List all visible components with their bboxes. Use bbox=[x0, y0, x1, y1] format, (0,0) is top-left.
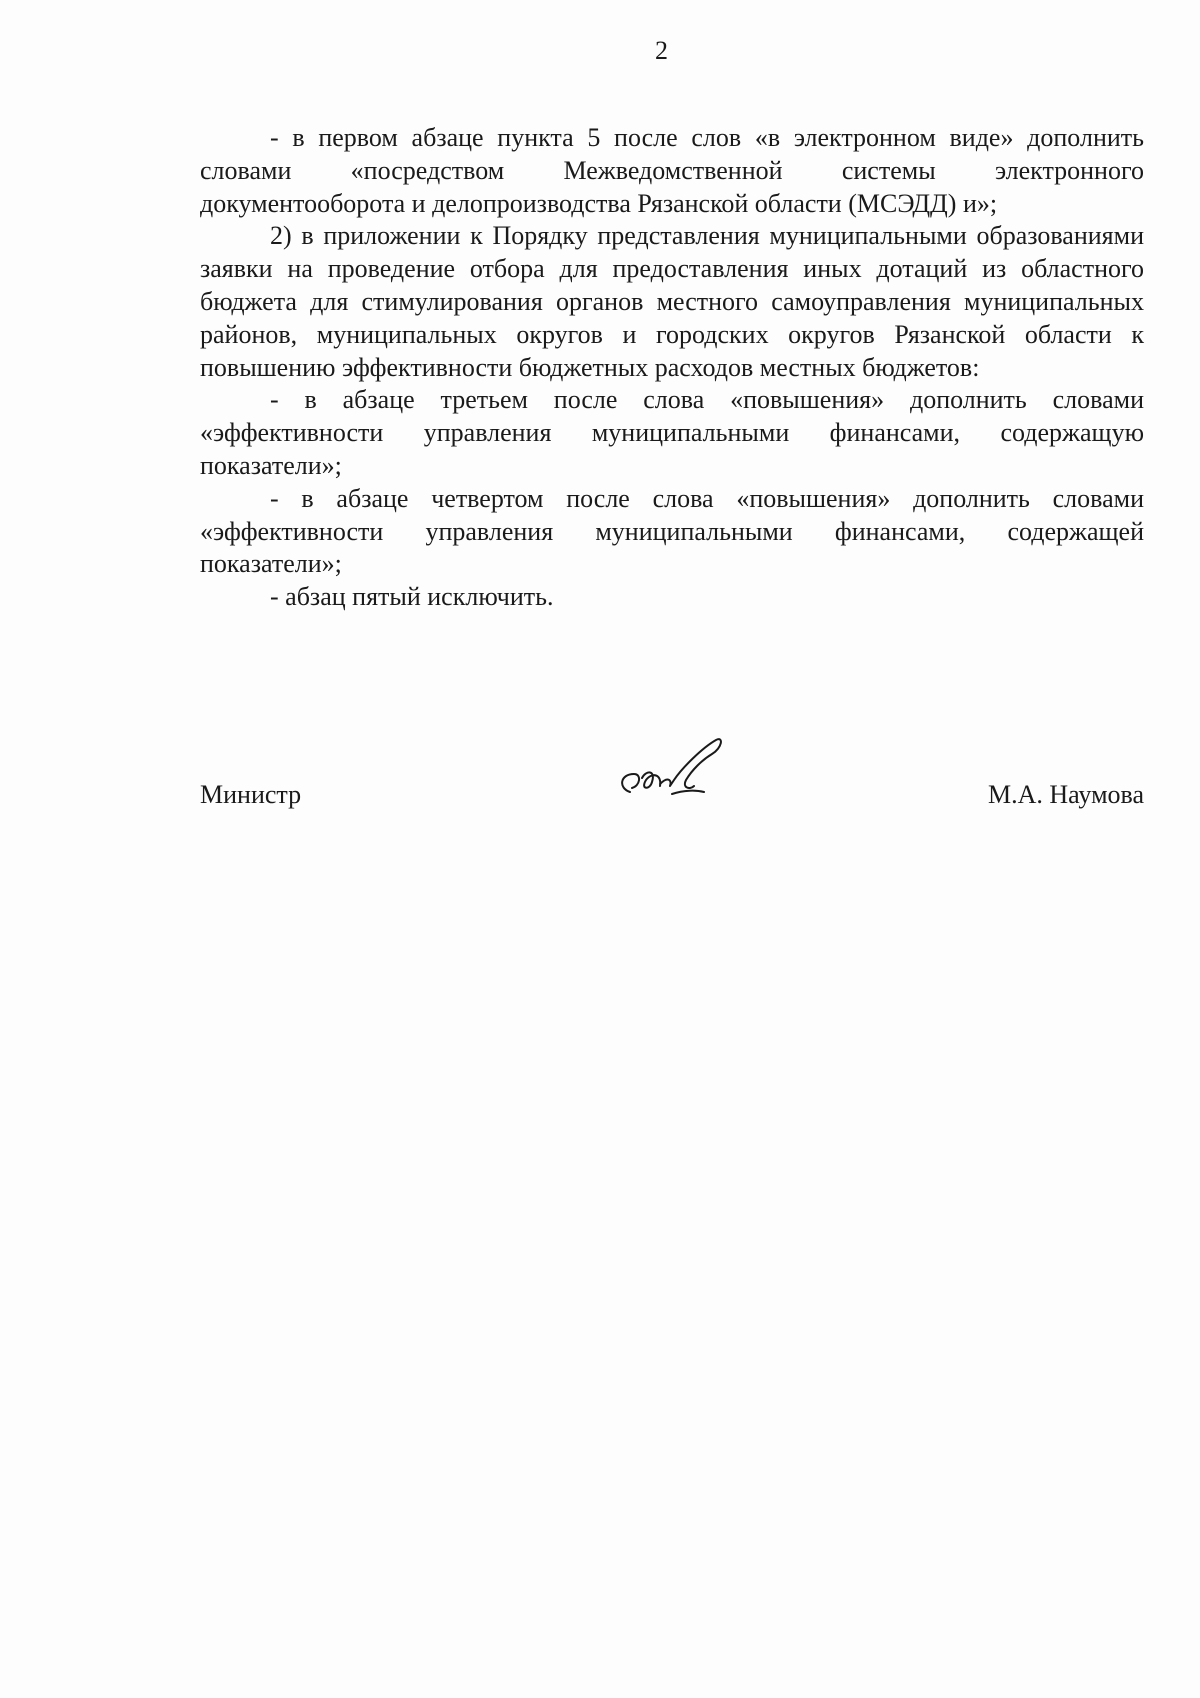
handwritten-signature-icon bbox=[612, 730, 732, 810]
paragraph-3: - в абзаце третьем после слова «повышения» дополнить словами «эффективности управления муниципальными финансами, содержащую показатели»; bbox=[200, 385, 1144, 480]
document-body bbox=[200, 122, 1144, 614]
signature-block bbox=[200, 760, 1144, 820]
paragraph-5: - абзац пятый исключить. bbox=[270, 582, 554, 612]
paragraph-2: 2) в приложении к Порядку представления муниципальными образованиями заявки на проведение отбора для предоставления иных дотаций из областного бюджета для стимулирования органов местного самоуправления муниципальных районов, муниципальных округов и городских округов Рязанской области к повышению эффективности бюджетных расходов местных бюджетов: bbox=[200, 221, 1144, 382]
signatory-role: Министр bbox=[200, 780, 302, 809]
paragraph-4: - в абзаце четвертом после слова «повышения» дополнить словами «эффективности управления муниципальными финансами, содержащей показатели»; bbox=[200, 483, 1144, 579]
signatory-name: М.А. Наумова bbox=[988, 780, 1144, 809]
paragraph-1: - в первом абзаце пункта 5 после слов «в электронном виде» дополнить словами «посредством Межведомственной системы электронного документооборота и делопроизводства Рязанской области (МСЭДД) и»; bbox=[200, 123, 1144, 218]
page-number: 2 bbox=[655, 36, 668, 65]
